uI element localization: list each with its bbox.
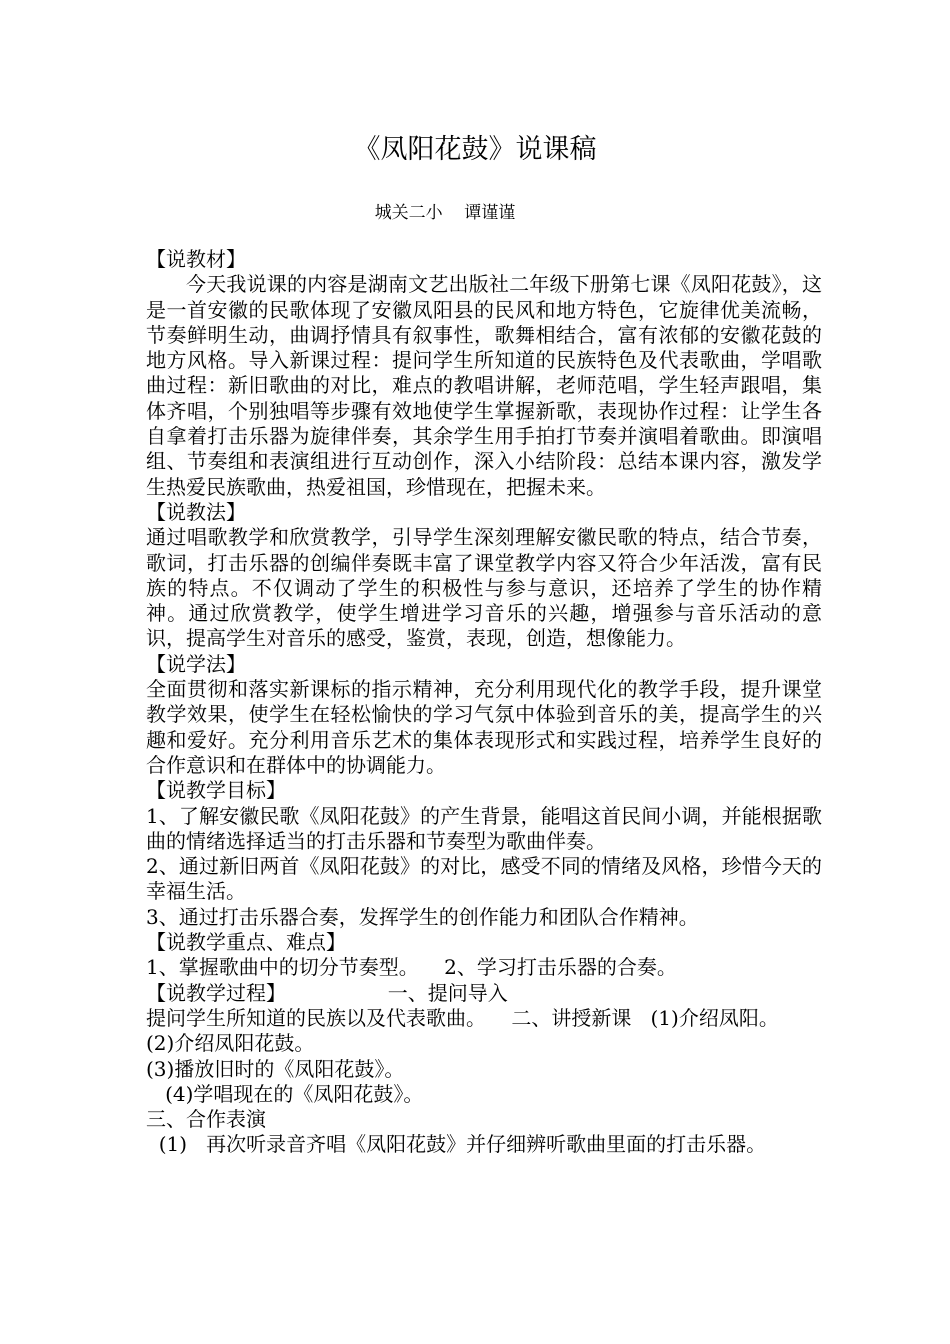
section-heading-teaching-method: 【说教法】 bbox=[146, 499, 246, 524]
paragraph-learning-method: 全面贯彻和落实新课标的指示精神，充分利用现代化的教学手段，提升课堂教学效果，使学生在轻松愉快的学习气氛中体验到音乐的美，提高学生的兴趣和爱好。充分利用音乐艺术的集体表现形式和实践过程，培养学生良好的合作意识和在群体中的协调能力。 bbox=[146, 677, 822, 777]
document-body bbox=[146, 247, 822, 1158]
section-heading-key-points: 【说教学重点、难点】 bbox=[146, 930, 346, 955]
paragraph-teaching-method: 通过唱歌教学和欣赏教学，引导学生深刻理解安徽民歌的特点，结合节奏，歌词，打击乐器的创编伴奏既丰富了课堂教学内容又符合少年活泼，富有民族的特点。不仅调动了学生的积极性与参与意识，还培养了学生的协作精神。通过欣赏教学，使学生增进学习音乐的兴趣，增强参与音乐活动的意识，提高学生对音乐的感受，鉴赏，表现，创造，想像能力。 bbox=[146, 525, 822, 651]
document-author: 城关二小 谭谨谨 bbox=[374, 203, 516, 223]
key-points-line: 1、掌握歌曲中的切分节奏型。 2、学习打击乐器的合奏。 bbox=[146, 955, 677, 980]
process-line: (4)学唱现在的《凤阳花鼓》。 bbox=[146, 1081, 424, 1106]
objective-item: 1、了解安徽民歌《凤阳花鼓》的产生背景，能唱这首民间小调，并能根据歌曲的情绪选择适当的打击乐器和节奏型为歌曲伴奏。 bbox=[146, 803, 822, 853]
section-heading-learning-method: 【说学法】 bbox=[146, 651, 246, 676]
paragraph-teaching-material: 今天我说课的内容是湖南文艺出版社二年级下册第七课《凤阳花鼓》，这是一首安徽的民歌体现了安徽凤阳县的民风和地方特色，它旋律优美流畅，节奏鲜明生动，曲调抒情具有叙事性，歌舞相结合，富有浓郁的安徽花鼓的地方风格。导入新课过程：提问学生所知道的民族特色及代表歌曲，学唱歌曲过程：新旧歌曲的对比，难点的教唱讲解，老师范唱，学生轻声跟唱，集体齐唱，个别独唱等步骤有效地使学生掌握新歌，表现协作过程：让学生各自拿着打击乐器为旋律伴奏，其余学生用手拍打节奏并演唱着歌曲。即演唱组、节奏组和表演组进行互动创作，深入小结阶段：总结本课内容，激发学生热爱民族歌曲，热爱祖国，珍惜现在，把握未来。 bbox=[146, 272, 822, 499]
section-heading-teaching-material: 【说教材】 bbox=[146, 247, 246, 271]
objective-item: 3、通过打击乐器合奏，发挥学生的创作能力和团队合作精神。 bbox=[146, 904, 699, 929]
section-heading-process: 【说教学过程】 一、提问导入 bbox=[146, 980, 508, 1005]
process-line: (1) 再次听录音齐唱《凤阳花鼓》并仔细辨听歌曲里面的打击乐器。 bbox=[146, 1132, 767, 1157]
process-line: 提问学生所知道的民族以及代表歌曲。 二、讲授新课 (1)介绍凤阳。 (2)介绍凤阳花鼓。 bbox=[146, 1005, 798, 1056]
document-title: 《凤阳花鼓》说课稿 bbox=[353, 134, 597, 165]
objective-item: 2、通过新旧两首《凤阳花鼓》的对比，感受不同的情绪及风格，珍惜今天的幸福生活。 bbox=[146, 854, 822, 904]
process-line: (3)播放旧时的《凤阳花鼓》。 bbox=[146, 1056, 405, 1081]
section-heading-objectives: 【说教学目标】 bbox=[146, 778, 286, 803]
process-line: 三、合作表演 bbox=[146, 1107, 266, 1132]
